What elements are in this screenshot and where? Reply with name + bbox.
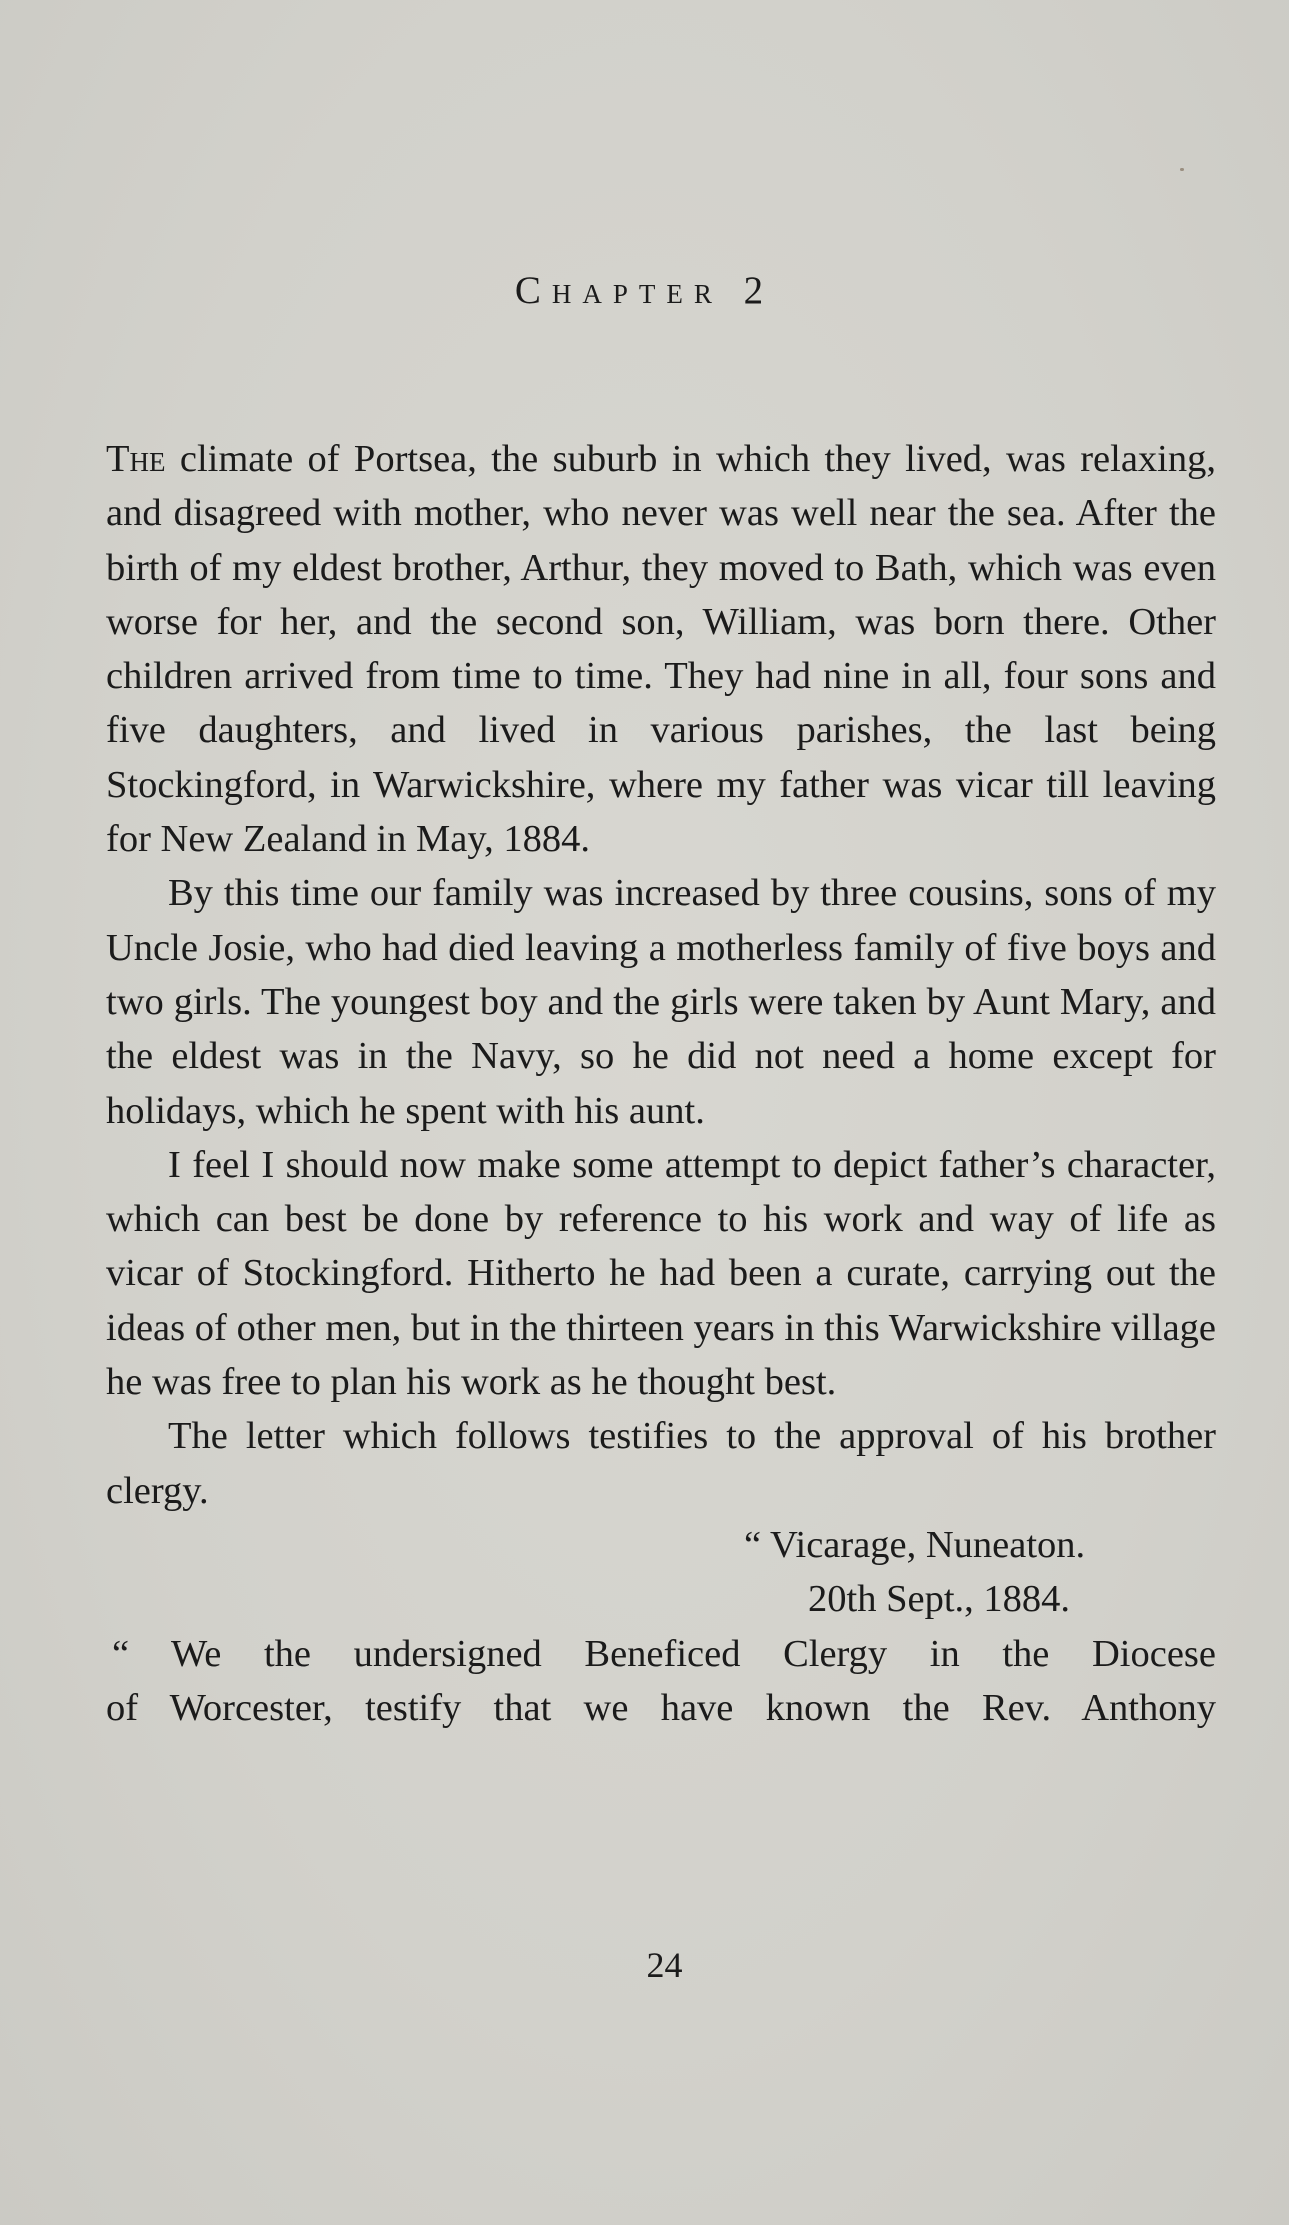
letter-address-line: “ Vicarage, Nuneaton. (744, 1523, 1086, 1566)
letter-date-line: 20th Sept., 1884. (808, 1578, 1071, 1621)
chapter-heading: Chapter 2 (514, 269, 775, 312)
paragraph-2: By this time our family was increased by three cousins, sons of my Uncle Josie, who had died leaving a motherless family of five boys and two girls. The youngest boy and the girls were taken by Aunt Mary, and the eldest was in the Navy, so he did not need a home except for holidays, which he spent with his aunt. (106, 872, 1216, 1132)
body-text (106, 432, 1216, 1735)
paragraph-1-lead-word: The (106, 438, 166, 480)
paragraph-1-text: climate of Portsea, the suburb in which they lived, was relaxing, and disagreed with mother, who never was well near the sea. After the birth of my eldest brother, Arthur, they moved to Bath, which was even worse for her, and the second son, William, was born there. Other children arrived from time to time. They had nine in all, four sons and five daughters, and lived in various parishes, the last being Stockingford, in Warwickshire, where my father was vicar till leaving for New Zealand in May, 1884. (106, 438, 1216, 861)
paragraph-3: I feel I should now make some attempt to depict father’s character, which can best be done by reference to his work and way of life as vicar of Stockingford. Hitherto he had been a curate, carrying out the ideas of other men, but in the thirteen years in this Warwickshire village he was free to plan his work as he thought best. (106, 1143, 1216, 1404)
paragraph-1 (106, 432, 1216, 866)
letter-body-line-2: of Worcester, testify that we have known the Rev. Anthony (106, 1686, 1216, 1729)
letter-body-line-1: “ We the undersigned Beneficed Clergy in the Diocese (112, 1632, 1216, 1675)
paper-speck (1180, 168, 1184, 171)
page-number: 24 (646, 1945, 683, 1985)
paragraph-4: The letter which follows testifies to the approval of his brother clergy. (106, 1415, 1216, 1512)
